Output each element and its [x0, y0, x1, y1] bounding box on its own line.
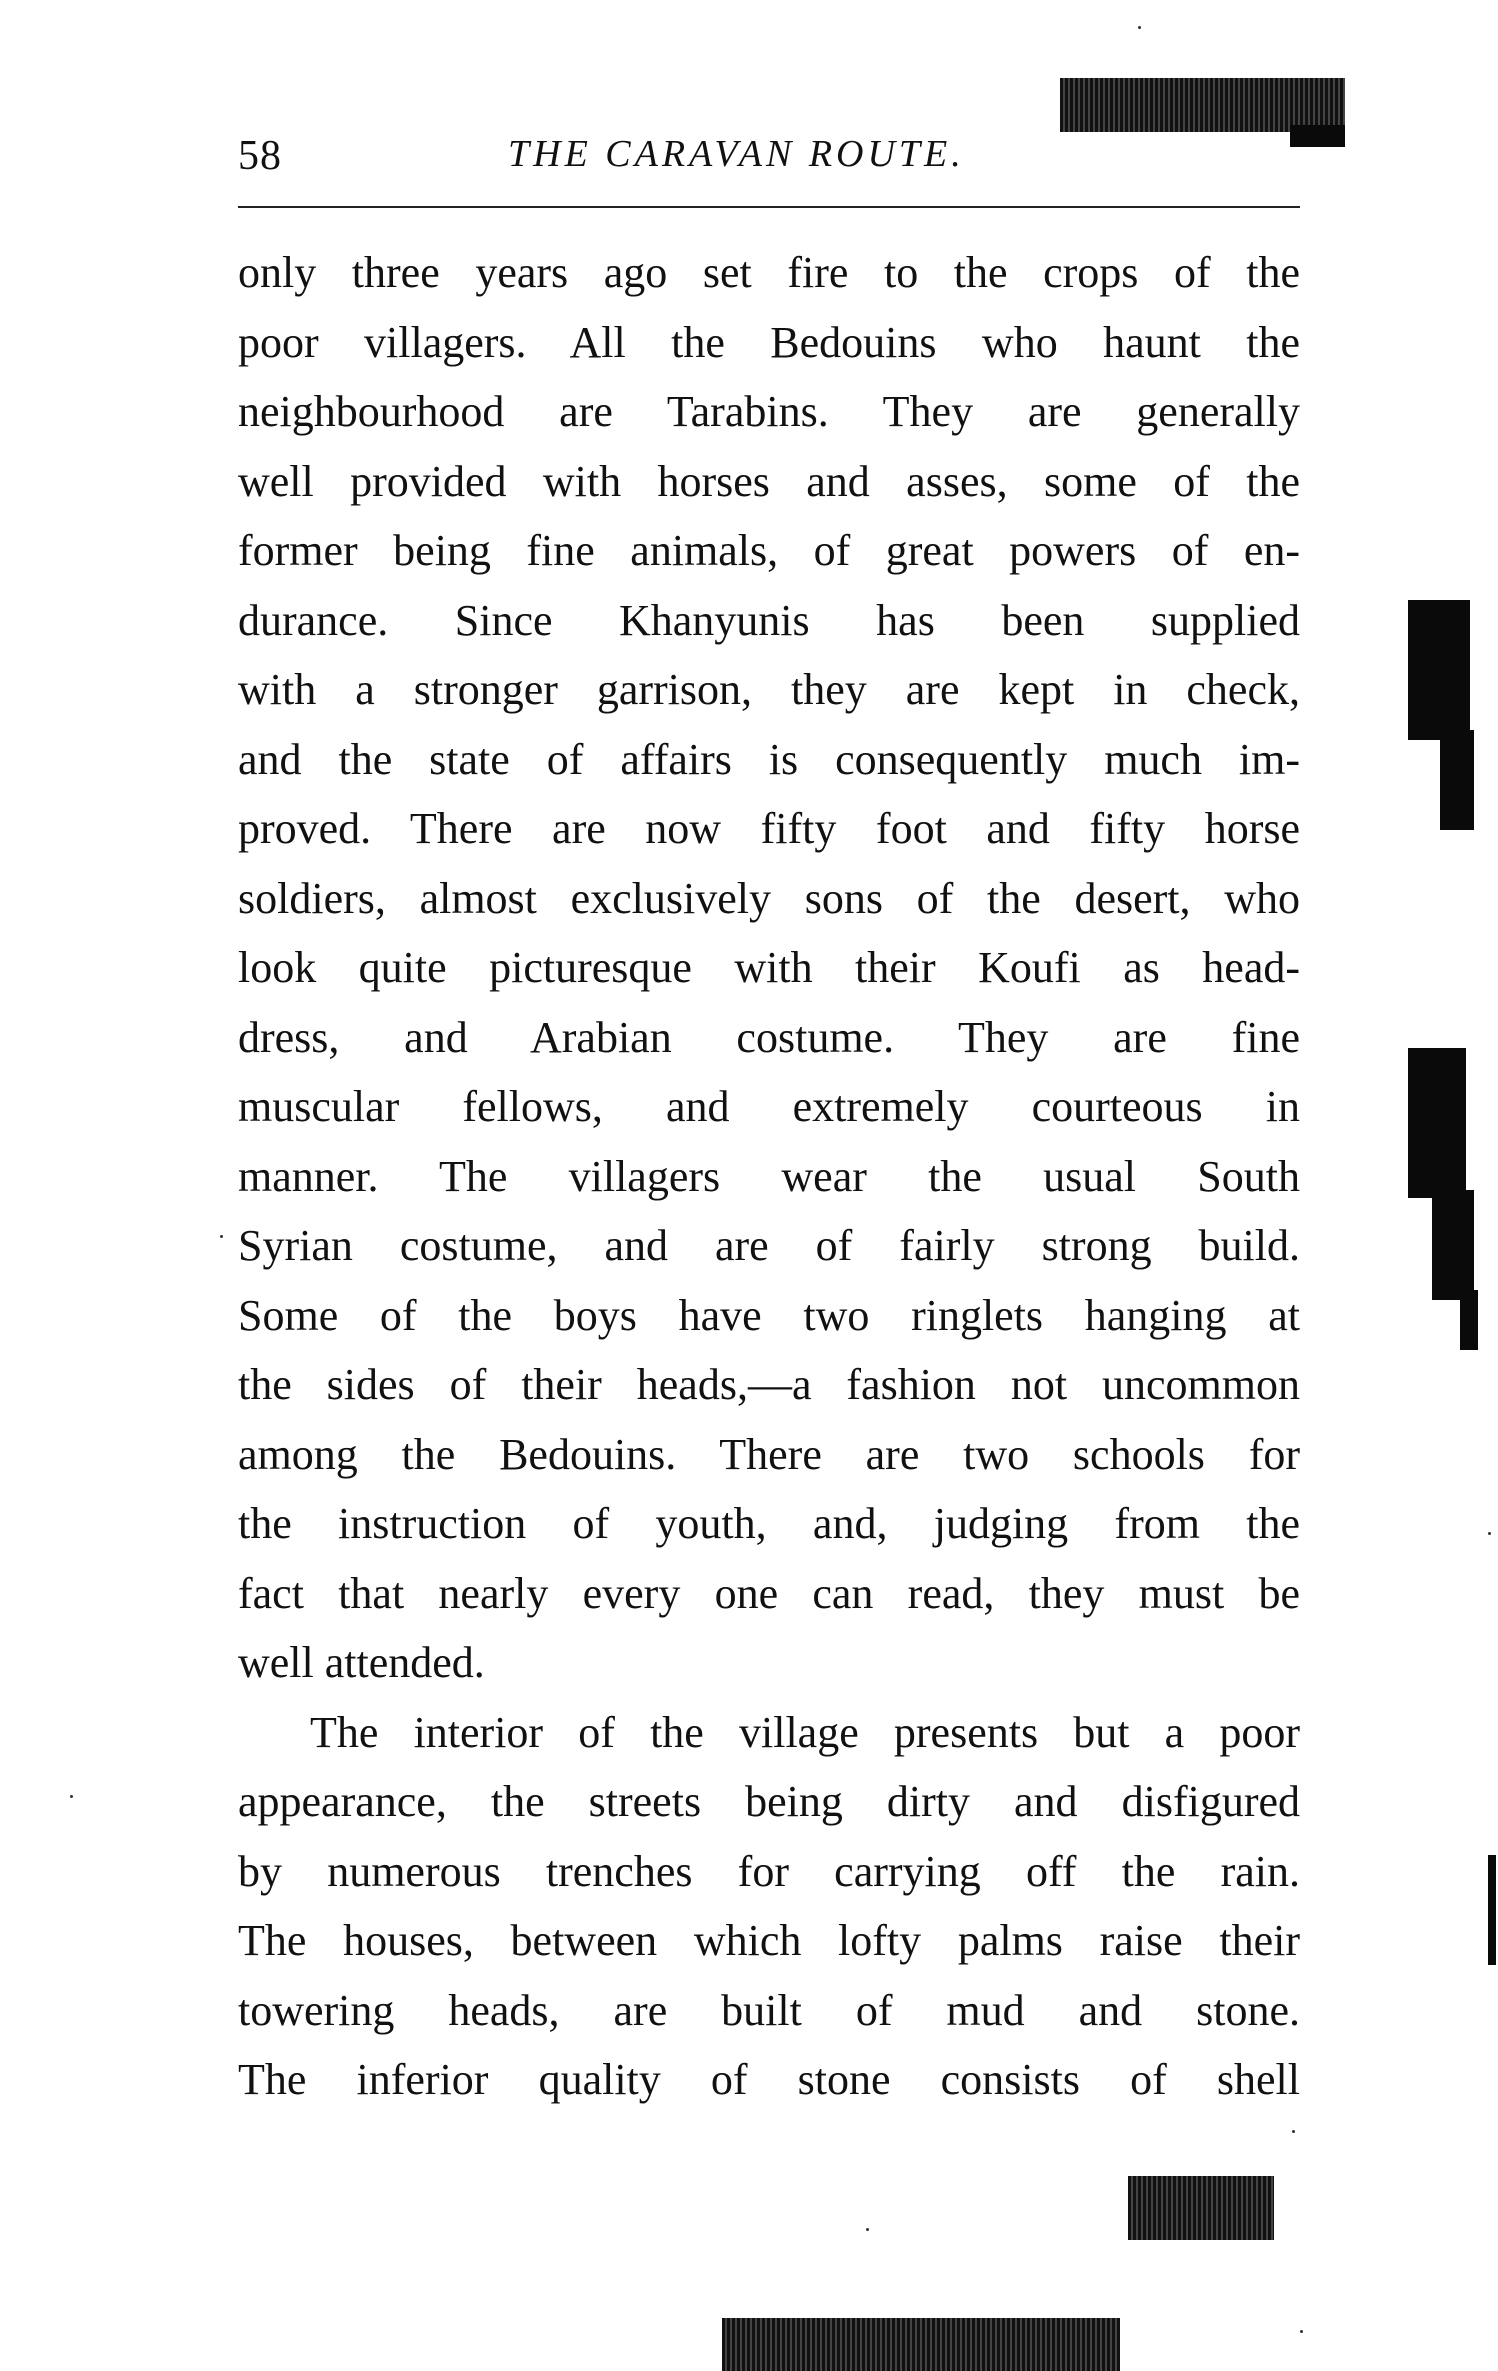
text-line: fact that nearly every one can read, they must be — [238, 1568, 1300, 1618]
text-line: The inferior quality of stone consists of shell — [238, 2055, 1300, 2104]
text-line: the instruction of youth, and, judging from the — [238, 1499, 1300, 1548]
scan-blot-top-right-corner — [1290, 125, 1345, 147]
running-title: THE CARAVAN ROUTE. — [508, 133, 965, 175]
scan-speck — [1300, 2330, 1303, 2333]
scan-blot-margin-2c — [1460, 1290, 1478, 1350]
page-header — [238, 128, 1300, 188]
scan-blot-margin-2 — [1408, 1048, 1466, 1198]
scan-speck — [1138, 26, 1141, 29]
text-line: Syrian costume, and are of fairly strong build. — [238, 1221, 1300, 1270]
scan-blot-margin-1b — [1440, 730, 1474, 830]
scan-speck — [220, 1235, 223, 1238]
scan-speck — [1292, 2130, 1295, 2133]
text-line: muscular fellows, and extremely courteous in — [238, 1082, 1300, 1131]
scan-blot-bottom-right — [1128, 2176, 1274, 2240]
text-line: dress, and Arabian costume. They are fine — [238, 1012, 1300, 1062]
header-rule — [238, 206, 1300, 208]
text-line: The interior of the village presents but a poor — [310, 1707, 1300, 1757]
text-line: look quite picturesque with their Koufi as head- — [238, 943, 1300, 992]
scan-blot-margin-1 — [1408, 600, 1470, 740]
scan-blot-bottom — [722, 2318, 1120, 2371]
text-line: neighbourhood are Tarabins. They are generally — [238, 387, 1300, 436]
text-line: soldiers, almost exclusively sons of the desert, who — [238, 873, 1300, 923]
text-line: poor villagers. All the Bedouins who haunt the — [238, 317, 1300, 367]
text-line: among the Bedouins. There are two schools for — [238, 1429, 1300, 1479]
scan-blot-margin-2b — [1432, 1190, 1474, 1300]
body-text — [238, 238, 1300, 2115]
scan-blot-top-right — [1060, 78, 1345, 132]
text-line: only three years ago set fire to the crops of the — [238, 248, 1300, 297]
text-line: towering heads, are built of mud and stone. — [238, 1985, 1300, 2035]
text-line: well provided with horses and asses, some of the — [238, 456, 1300, 506]
text-line: former being fine animals, of great powers of en- — [238, 526, 1300, 575]
text-line: appearance, the streets being dirty and disfigured — [238, 1777, 1300, 1826]
text-line: the sides of their heads,—a fashion not uncommon — [238, 1360, 1300, 1409]
text-line: manner. The villagers wear the usual South — [238, 1151, 1300, 1201]
text-line: by numerous trenches for carrying off the rain. — [238, 1846, 1300, 1896]
paragraph-1 — [238, 238, 1300, 1698]
scan-blot-edge — [1488, 1855, 1496, 1965]
text-line: well attended. — [238, 1638, 485, 1687]
text-line: The houses, between which lofty palms raise their — [238, 1916, 1300, 1965]
text-line: proved. There are now fifty foot and fifty horse — [238, 804, 1300, 853]
scan-speck — [1488, 1532, 1491, 1535]
text-line: Some of the boys have two ringlets hanging at — [238, 1290, 1300, 1340]
scan-speck — [866, 2228, 869, 2231]
page-number: 58 — [238, 133, 282, 179]
scan-speck — [70, 1795, 73, 1798]
text-line: durance. Since Khanyunis has been supplied — [238, 595, 1300, 645]
text-line: with a stronger garrison, they are kept in check, — [238, 665, 1300, 714]
paragraph-2 — [238, 1698, 1300, 2115]
text-line: and the state of affairs is consequently much im- — [238, 734, 1300, 784]
